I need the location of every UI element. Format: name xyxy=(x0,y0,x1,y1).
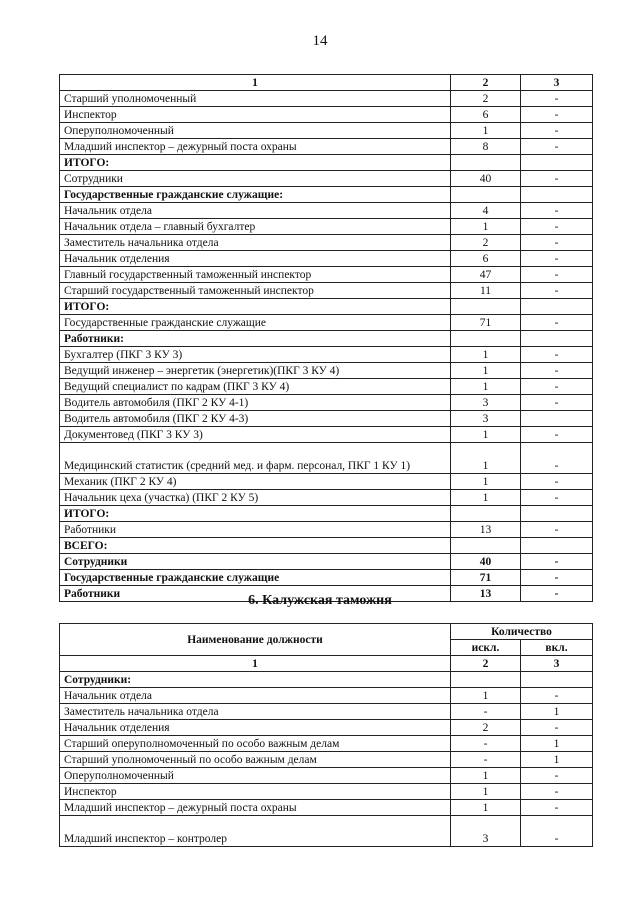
table-row xyxy=(60,427,593,443)
count-cell: - xyxy=(451,736,521,752)
table-row xyxy=(60,704,593,720)
count-cell: - xyxy=(521,816,593,847)
count-cell xyxy=(521,331,593,347)
column-number-2: 2 xyxy=(451,656,521,672)
count-cell: 1 xyxy=(451,474,521,490)
table-row xyxy=(60,538,593,554)
count-cell: 71 xyxy=(451,570,521,586)
table-row xyxy=(60,379,593,395)
count-cell: 1 xyxy=(451,427,521,443)
position-cell: Младший инспектор – дежурный поста охраны xyxy=(60,139,451,155)
count-cell: - xyxy=(521,379,593,395)
count-cell: 1 xyxy=(451,800,521,816)
position-cell: Заместитель начальника отдела xyxy=(60,704,451,720)
count-cell: 1 xyxy=(451,363,521,379)
position-cell: Начальник отдела xyxy=(60,688,451,704)
position-cell: Сотрудники xyxy=(60,171,451,187)
position-cell: Оперуполномоченный xyxy=(60,768,451,784)
table-row xyxy=(60,474,593,490)
count-cell: - xyxy=(521,363,593,379)
count-cell: 3 xyxy=(451,816,521,847)
position-cell: Начальник отделения xyxy=(60,720,451,736)
table-row xyxy=(60,363,593,379)
position-cell: Инспектор xyxy=(60,107,451,123)
excluded-header: искл. xyxy=(451,640,521,656)
count-cell: - xyxy=(521,251,593,267)
table-row xyxy=(60,443,593,474)
section-title: 6. Калужская таможня xyxy=(248,593,392,608)
position-cell: Инспектор xyxy=(60,784,451,800)
count-cell: 1 xyxy=(451,347,521,363)
column-number-3: 3 xyxy=(521,75,593,91)
count-cell: 2 xyxy=(451,91,521,107)
table-row xyxy=(60,187,593,203)
column-number-3: 3 xyxy=(521,656,593,672)
position-cell: Бухгалтер (ПКГ 3 КУ 3) xyxy=(60,347,451,363)
position-cell: Старший оперуполномоченный по особо важным делам xyxy=(60,736,451,752)
position-cell: Оперуполномоченный xyxy=(60,123,451,139)
count-cell xyxy=(521,411,593,427)
position-cell: Водитель автомобиля (ПКГ 2 КУ 4-1) xyxy=(60,395,451,411)
position-cell: Ведущий специалист по кадрам (ПКГ 3 КУ 4) xyxy=(60,379,451,395)
position-cell: Старший уполномоченный xyxy=(60,91,451,107)
page-number: 14 xyxy=(312,33,328,49)
count-cell: 8 xyxy=(451,139,521,155)
table-row xyxy=(60,490,593,506)
table-row xyxy=(60,171,593,187)
table-row xyxy=(60,283,593,299)
position-cell: ИТОГО: xyxy=(60,155,451,171)
staff-table-1 xyxy=(59,74,593,602)
count-cell: 1 xyxy=(451,379,521,395)
table-row xyxy=(60,672,593,688)
position-cell: Начальник цеха (участка) (ПКГ 2 КУ 5) xyxy=(60,490,451,506)
count-cell: - xyxy=(521,203,593,219)
count-cell: - xyxy=(521,123,593,139)
table-row xyxy=(60,155,593,171)
position-cell: Сотрудники: xyxy=(60,672,451,688)
table-row xyxy=(60,720,593,736)
count-cell xyxy=(451,299,521,315)
table-row xyxy=(60,768,593,784)
table2-colnum-row xyxy=(60,656,593,672)
position-name-header: Наименование должности xyxy=(60,624,451,656)
count-cell: 40 xyxy=(451,171,521,187)
count-cell: 3 xyxy=(451,395,521,411)
count-cell: 6 xyxy=(451,251,521,267)
count-cell: 71 xyxy=(451,315,521,331)
table-row xyxy=(60,570,593,586)
position-cell: Водитель автомобиля (ПКГ 2 КУ 4-3) xyxy=(60,411,451,427)
count-cell xyxy=(451,506,521,522)
count-cell: - xyxy=(521,171,593,187)
count-cell: 1 xyxy=(451,443,521,474)
position-cell: Заместитель начальника отдела xyxy=(60,235,451,251)
count-cell: - xyxy=(521,784,593,800)
count-cell: - xyxy=(521,522,593,538)
table-row xyxy=(60,752,593,768)
count-cell: - xyxy=(451,752,521,768)
position-cell: Начальник отдела – главный бухгалтер xyxy=(60,219,451,235)
count-cell: 11 xyxy=(451,283,521,299)
count-cell: 47 xyxy=(451,267,521,283)
count-cell: - xyxy=(451,704,521,720)
position-cell: Главный государственный таможенный инспектор xyxy=(60,267,451,283)
position-cell: Начальник отделения xyxy=(60,251,451,267)
staff-table-2 xyxy=(59,623,593,847)
count-cell: - xyxy=(521,267,593,283)
count-cell: - xyxy=(521,474,593,490)
count-cell: 1 xyxy=(451,490,521,506)
table-row xyxy=(60,203,593,219)
count-cell: - xyxy=(521,443,593,474)
column-number-2: 2 xyxy=(451,75,521,91)
count-cell: 13 xyxy=(451,522,521,538)
position-cell: ИТОГО: xyxy=(60,506,451,522)
count-cell: 1 xyxy=(451,123,521,139)
table-row xyxy=(60,123,593,139)
table-row xyxy=(60,139,593,155)
position-cell: Старший уполномоченный по особо важным делам xyxy=(60,752,451,768)
quantity-header: Количество xyxy=(451,624,593,640)
table-row xyxy=(60,800,593,816)
table-row xyxy=(60,251,593,267)
position-cell: Старший государственный таможенный инспектор xyxy=(60,283,451,299)
count-cell: 1 xyxy=(521,752,593,768)
table-row xyxy=(60,235,593,251)
count-cell: 1 xyxy=(451,768,521,784)
count-cell: - xyxy=(521,554,593,570)
count-cell xyxy=(521,155,593,171)
table-row xyxy=(60,506,593,522)
count-cell: - xyxy=(521,800,593,816)
count-cell: 1 xyxy=(451,219,521,235)
column-number-1: 1 xyxy=(60,656,451,672)
position-cell: Младший инспектор – контролер xyxy=(60,816,451,847)
table-row xyxy=(60,411,593,427)
table-row xyxy=(60,219,593,235)
count-cell: - xyxy=(521,688,593,704)
count-cell: - xyxy=(521,768,593,784)
count-cell: - xyxy=(521,586,593,602)
count-cell: 2 xyxy=(451,720,521,736)
table2-header-row xyxy=(60,624,593,640)
count-cell: 4 xyxy=(451,203,521,219)
count-cell: 1 xyxy=(451,688,521,704)
count-cell: - xyxy=(521,570,593,586)
table-row xyxy=(60,736,593,752)
count-cell: - xyxy=(521,219,593,235)
count-cell: - xyxy=(521,235,593,251)
count-cell: - xyxy=(521,490,593,506)
count-cell: 1 xyxy=(521,736,593,752)
position-cell: Государственные гражданские служащие xyxy=(60,570,451,586)
count-cell xyxy=(451,187,521,203)
count-cell: - xyxy=(521,720,593,736)
position-cell: ИТОГО: xyxy=(60,299,451,315)
position-cell: Государственные гражданские служащие: xyxy=(60,187,451,203)
position-cell: Младший инспектор – дежурный поста охраны xyxy=(60,800,451,816)
position-cell: Работники xyxy=(60,586,451,602)
table-row xyxy=(60,107,593,123)
count-cell: - xyxy=(521,91,593,107)
table-row xyxy=(60,315,593,331)
count-cell xyxy=(451,538,521,554)
table-row xyxy=(60,816,593,847)
count-cell xyxy=(521,187,593,203)
table-row xyxy=(60,522,593,538)
count-cell: 1 xyxy=(451,784,521,800)
count-cell: - xyxy=(521,315,593,331)
table-row xyxy=(60,688,593,704)
count-cell xyxy=(451,155,521,171)
position-cell: Работники xyxy=(60,522,451,538)
table-row xyxy=(60,267,593,283)
count-cell xyxy=(451,331,521,347)
position-cell: Государственные гражданские служащие xyxy=(60,315,451,331)
count-cell: - xyxy=(521,107,593,123)
position-cell: Медицинский статистик (средний мед. и фарм. персонал, ПКГ 1 КУ 1) xyxy=(60,443,451,474)
count-cell: 13 xyxy=(451,586,521,602)
table-header-row xyxy=(60,75,593,91)
count-cell xyxy=(451,672,521,688)
position-cell: Документовед (ПКГ 3 КУ 3) xyxy=(60,427,451,443)
position-cell: ВСЕГО: xyxy=(60,538,451,554)
position-cell: Ведущий инженер – энергетик (энергетик)(ПКГ 3 КУ 4) xyxy=(60,363,451,379)
count-cell: - xyxy=(521,283,593,299)
count-cell: 40 xyxy=(451,554,521,570)
count-cell: 6 xyxy=(451,107,521,123)
table-row xyxy=(60,299,593,315)
column-number-1: 1 xyxy=(60,75,451,91)
table-row xyxy=(60,395,593,411)
position-cell: Работники: xyxy=(60,331,451,347)
count-cell: 3 xyxy=(451,411,521,427)
included-header: вкл. xyxy=(521,640,593,656)
table-row xyxy=(60,331,593,347)
count-cell xyxy=(521,538,593,554)
count-cell xyxy=(521,299,593,315)
count-cell: - xyxy=(521,427,593,443)
table-row xyxy=(60,554,593,570)
count-cell: 2 xyxy=(451,235,521,251)
count-cell: - xyxy=(521,395,593,411)
table-row xyxy=(60,91,593,107)
table-row xyxy=(60,784,593,800)
count-cell xyxy=(521,672,593,688)
count-cell xyxy=(521,506,593,522)
count-cell: 1 xyxy=(521,704,593,720)
position-cell: Сотрудники xyxy=(60,554,451,570)
count-cell: - xyxy=(521,347,593,363)
count-cell: - xyxy=(521,139,593,155)
position-cell: Механик (ПКГ 2 КУ 4) xyxy=(60,474,451,490)
table-row xyxy=(60,347,593,363)
position-cell: Начальник отдела xyxy=(60,203,451,219)
